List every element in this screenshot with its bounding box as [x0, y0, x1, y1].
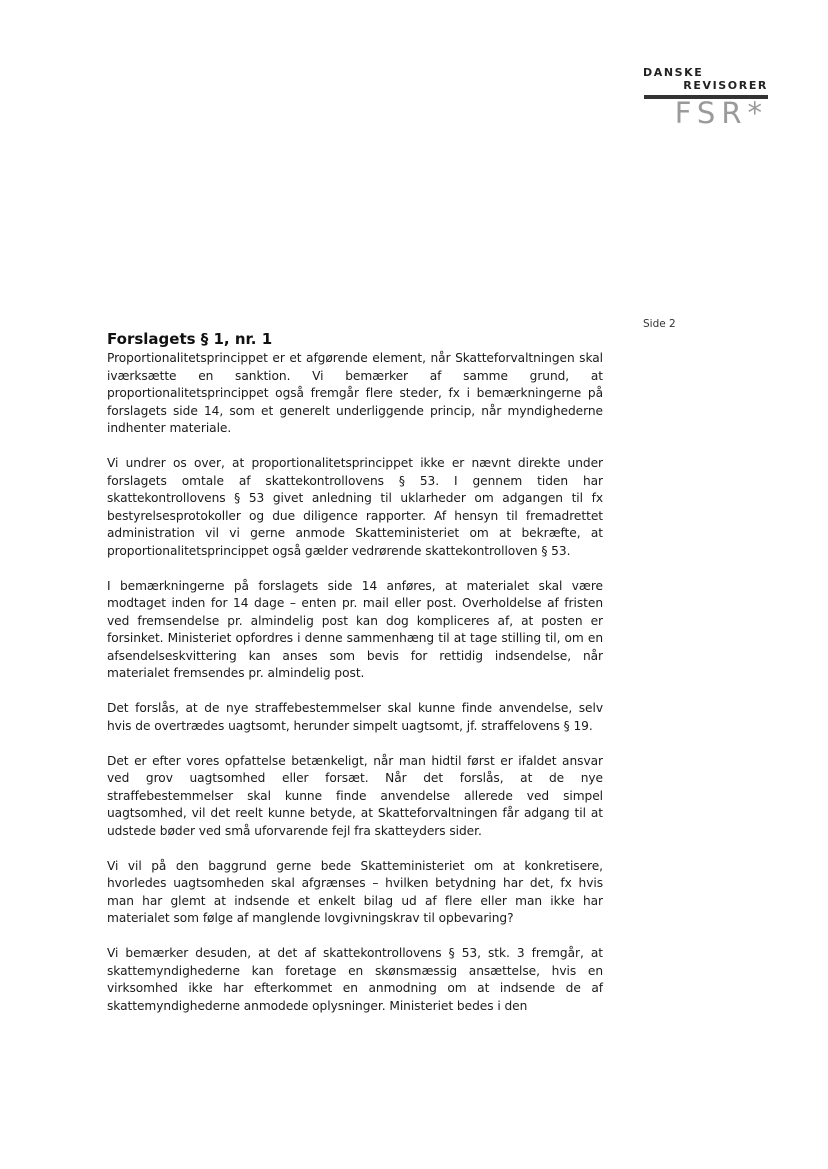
paragraph: Vi vil på den baggrund gerne bede Skatteministeriet om at konkretisere, hvorledes uagtsomheden skal afgrænses – hvilken betydning har det, fx hvis man har glemt at indsende et enkelt bilag ud af flere eller man ikke har materialet som følge af manglende lovgivningskrav til opbevaring? [107, 858, 603, 925]
paragraph: I bemærkningerne på forslagets side 14 anføres, at materialet skal være modtaget inden for 14 dage – enten pr. mail eller post. Overholdelse af fristen ved fremsendelse pr. almindelig post kan dog kompliceres af, at posten er forsinket. Ministeriet opfordres i denne sammenhæng til at tage stilling til, om en afsendelseskvittering kan anses som bevis for rettidig indsendelse, når materialet fremsendes pr. almindelig post. [107, 578, 603, 680]
page-number: Side 2 [643, 318, 676, 330]
paragraph: Proportionalitetsprincippet er et afgørende element, når Skatteforvaltningen skal iværksætte en sanktion. Vi bemærker af samme grund, at proportionalitetsprincippet også fremgår flere steder, fx i bemærkningerne på forslagets side 14, som et generelt underliggende princip, når myndighederne indhenter materiale. [107, 351, 603, 435]
paragraph: Vi bemærker desuden, at det af skattekontrollovens § 53, stk. 3 fremgår, at skattemyndighederne kan foretage en skønsmæssig ansættelse, hvis en virksomhed ikke har efterkommet en anmodning om at indsende de af skattemyndighederne anmodede oplysninger. Ministeriet bedes i den [107, 946, 603, 1013]
section-heading: Forslagets § 1, nr. 1 [107, 330, 273, 348]
paragraph: Det forslås, at de nye straffebestemmelser skal kunne finde anvendelse, selv hvis de overtrædes uagtsomt, herunder simpelt uagtsomt, jf. straffelovens § 19. [107, 701, 603, 733]
logo-line-danske: DANSKE [643, 66, 704, 79]
document-body [107, 329, 603, 1015]
paragraph: Vi undrer os over, at proportionalitetsprincippet ikke er nævnt direkte under forslagets omtale af skattekontrollovens § 53. I gennem tiden har skattekontrollovens § 53 givet anledning til uklarheder om adgangen til fx bestyrelsesprotokoller og due diligence rapporter. Af hensyn til fremadrettet administration vil vi gerne anmode Skatteministeriet om at bekræfte, at proportionalitetsprincippet også gælder vedrørende skattekontrolloven § 53. [107, 456, 603, 558]
logo-line-revisorer: REVISORER [683, 79, 768, 92]
logo-fsr-mark: FSR* [674, 96, 768, 130]
paragraph: Det er efter vores opfattelse betænkeligt, når man hidtil først er ifaldet ansvar ved grov uagtsomhed eller forsæt. Når det forslås, at de nye straffebestemmelser skal kunne finde anvendelse allerede ved simpel uagtsomhed, vil det reelt kunne betyde, at Skatteforvaltningen får adgang til at udstede bøder ved små uforvarende fejl fra skatteyders sider. [107, 753, 603, 838]
